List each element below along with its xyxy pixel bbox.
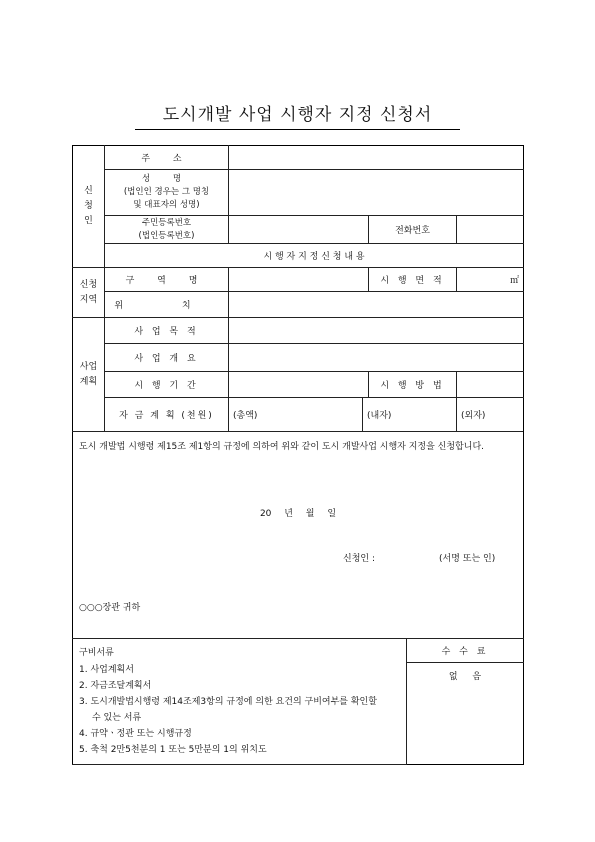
fee-header: 수 수 료 xyxy=(407,639,524,663)
execution-method-label: 시 행 방 법 xyxy=(369,372,457,398)
registration-number-field[interactable] xyxy=(229,216,369,244)
applicant-signature-label: 신청인 : xyxy=(343,554,375,564)
fund-total-field[interactable] xyxy=(229,398,363,432)
phone-field[interactable] xyxy=(457,216,524,244)
document-item: 4. 규약ㆍ정관 또는 시행규정 xyxy=(79,729,192,739)
page-title: 도시개발 사업 시행자 지정 신청서 xyxy=(135,100,460,130)
execution-period-field[interactable] xyxy=(229,372,369,398)
fee-value: 없 음 xyxy=(407,663,524,765)
business-purpose-field[interactable] xyxy=(229,318,524,344)
registration-number-label-line2: (법인등록번호) xyxy=(138,230,195,241)
fund-foreign-field[interactable] xyxy=(457,398,524,432)
name-label-line2: (법인인 경우는 그 명칭 xyxy=(123,187,210,197)
business-overview-label: 사 업 개 요 xyxy=(105,344,229,372)
document-item: 2. 자금조달계획서 xyxy=(79,681,152,691)
name-label xyxy=(105,170,229,216)
square-meter-unit: ㎡ xyxy=(510,276,520,286)
required-documents-list xyxy=(79,662,400,758)
business-overview-field[interactable] xyxy=(229,344,524,372)
name-field[interactable] xyxy=(229,170,524,216)
name-label-line3: 및 대표자의 성명) xyxy=(133,200,200,210)
fund-domestic-label: (내자) xyxy=(367,411,392,421)
declaration-text: 도시 개발법 시행령 제15조 제1항의 규정에 의하여 위와 같이 도시 개발사업 시행자 지정을 신청합니다. xyxy=(79,442,484,452)
application-form xyxy=(72,145,524,765)
execution-area-field[interactable] xyxy=(457,268,524,292)
phone-label: 전화번호 xyxy=(369,216,457,244)
applicant-section-label: 신 청 인 xyxy=(73,146,105,268)
document-item xyxy=(79,694,400,726)
document-item-continuation: 수 있는 서류 xyxy=(92,713,142,723)
area-section-label: 신청 지역 xyxy=(73,268,105,318)
document-item-text: 3. 도시개발법시행령 제14조제3항의 규정에 의한 요건의 구비여부를 확인할 xyxy=(79,697,377,707)
registration-number-label-line1: 주민등록번호 xyxy=(141,217,192,228)
execution-area-label: 시 행 면 적 xyxy=(369,268,457,292)
declaration-date: 20 년 월 일 xyxy=(259,509,337,519)
name-label-line1: 성 명 xyxy=(141,174,192,184)
address-label: 주 소 xyxy=(105,146,229,170)
fund-plan-label: 자 금 계 획 (천원) xyxy=(105,398,229,432)
content-header: 시 행 자 지 정 신 청 내 용 xyxy=(105,244,524,268)
business-purpose-label: 사 업 목 적 xyxy=(105,318,229,344)
location-label: 위 치 xyxy=(105,292,229,318)
fund-domestic-field[interactable] xyxy=(363,398,457,432)
execution-period-label: 시 행 기 간 xyxy=(105,372,229,398)
plan-section-label: 사업 계획 xyxy=(73,318,105,432)
registration-number-label xyxy=(105,216,229,244)
signature-or-seal-label: (서명 또는 인) xyxy=(439,554,496,564)
zone-name-label: 구 역 명 xyxy=(105,268,229,292)
location-field[interactable] xyxy=(229,292,524,318)
declaration-block xyxy=(73,432,524,639)
required-documents xyxy=(73,639,407,765)
addressee: ○○○장관 귀하 xyxy=(79,603,141,613)
execution-method-field[interactable] xyxy=(457,372,524,398)
required-documents-header: 구비서류 xyxy=(79,648,114,658)
fund-total-label: (총액) xyxy=(233,411,258,421)
fund-foreign-label: (외자) xyxy=(461,411,486,421)
document-item: 5. 축척 2만5천분의 1 또는 5만분의 1의 위치도 xyxy=(79,745,267,755)
zone-name-field[interactable] xyxy=(229,268,369,292)
address-field[interactable] xyxy=(229,146,524,170)
document-item: 1. 사업계획서 xyxy=(79,665,134,675)
